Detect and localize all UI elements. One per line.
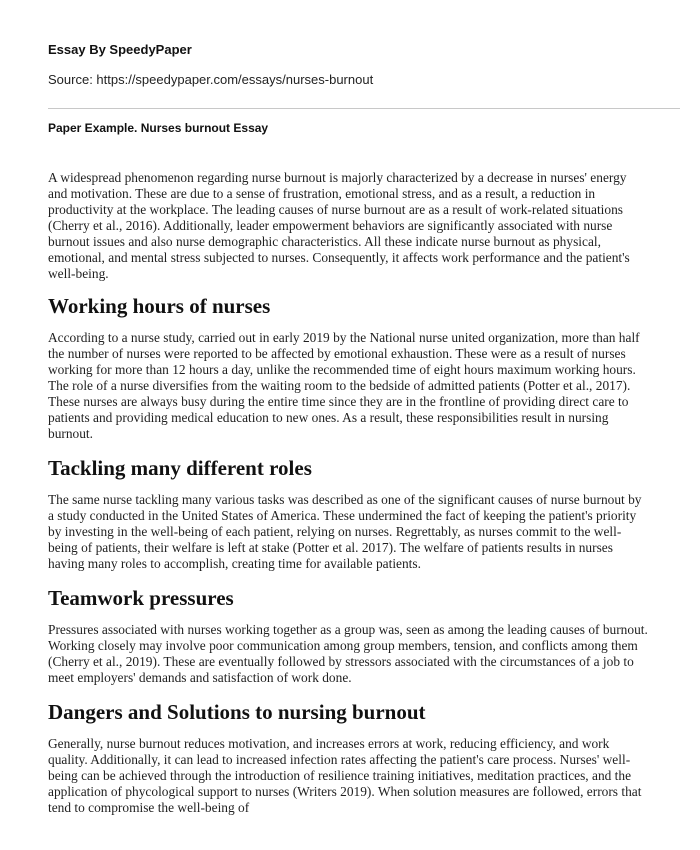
section-heading-many-roles: Tackling many different roles	[48, 456, 312, 480]
essay-body	[48, 170, 648, 816]
intro-paragraph: A widespread phenomenon regarding nurse burnout is majorly characterized by a decrease in nurses' energy and motivation. These are due to a sense of frustration, emotional stress, and as a result, a reduction in productivity at the workplace. The leading causes of nurse burnout are as a result of work-related situations (Cherry et al., 2016). Additionally, leader empowerment behaviors are significantly associated with nurse burnout issues and also nurse demographic characteristics. All these indicate nurse burnout as physical, emotional, and mental stress subjected to nurses. Consequently, it affects work performance and the patient's well-being.	[48, 170, 630, 281]
header-divider	[48, 108, 680, 109]
section-heading-dangers-solutions: Dangers and Solutions to nursing burnout	[48, 700, 426, 724]
section-heading-teamwork: Teamwork pressures	[48, 586, 234, 610]
source-line: Source: https://speedypaper.com/essays/nurses-burnout	[48, 72, 374, 87]
essay-by-label: Essay By SpeedyPaper	[48, 42, 192, 57]
section-body-teamwork: Pressures associated with nurses working together as a group was, seen as among the leading causes of burnout. Working closely may involve poor communication among group members, tension, and conflicts among them (Cherry et al., 2019). These are eventually followed by stressors associated with the circumstances of a job to meet employers' demands and satisfaction of work done.	[48, 622, 648, 685]
section-body-dangers-solutions: Generally, nurse burnout reduces motivation, and increases errors at work, reducing efficiency, and work quality. Additionally, it can lead to increased infection rates affecting the patient's care process. Nurses' well-being can be achieved through the introduction of resilience training initiatives, meditation practices, and the application of phycological support to nurses (Writers 2019). When solution measures are followed, errors that tend to compromise the well-being of	[48, 736, 642, 815]
paper-title: Paper Example. Nurses burnout Essay	[48, 121, 269, 135]
section-body-many-roles: The same nurse tackling many various tasks was described as one of the significant causes of nurse burnout by a study conducted in the United States of America. These undermined the fact of keeping the patient's priority by investing in the well-being of each patient, relying on nurses. Regrettably, as nurses commit to the well-being of patients, their welfare is left at stake (Potter et al. 2017). The welfare of patients results in nurses having many roles to accomplish, creating time for available patients.	[48, 492, 642, 571]
section-body-working-hours: According to a nurse study, carried out in early 2019 by the National nurse united organization, more than half the number of nurses were reported to be affected by emotional exhaustion. These were as a result of nurses working for more than 12 hours a day, unlike the recommended time of eight hours maximum working hours. The role of a nurse diversifies from the waiting room to the bedside of admitted patients (Potter et al., 2017). These nurses are always busy during the entire time since they are in the frontline of providing direct care to patients and providing medical education to new ones. As a result, these responsibilities result in nursing burnout.	[48, 330, 640, 441]
section-heading-working-hours: Working hours of nurses	[48, 294, 271, 318]
